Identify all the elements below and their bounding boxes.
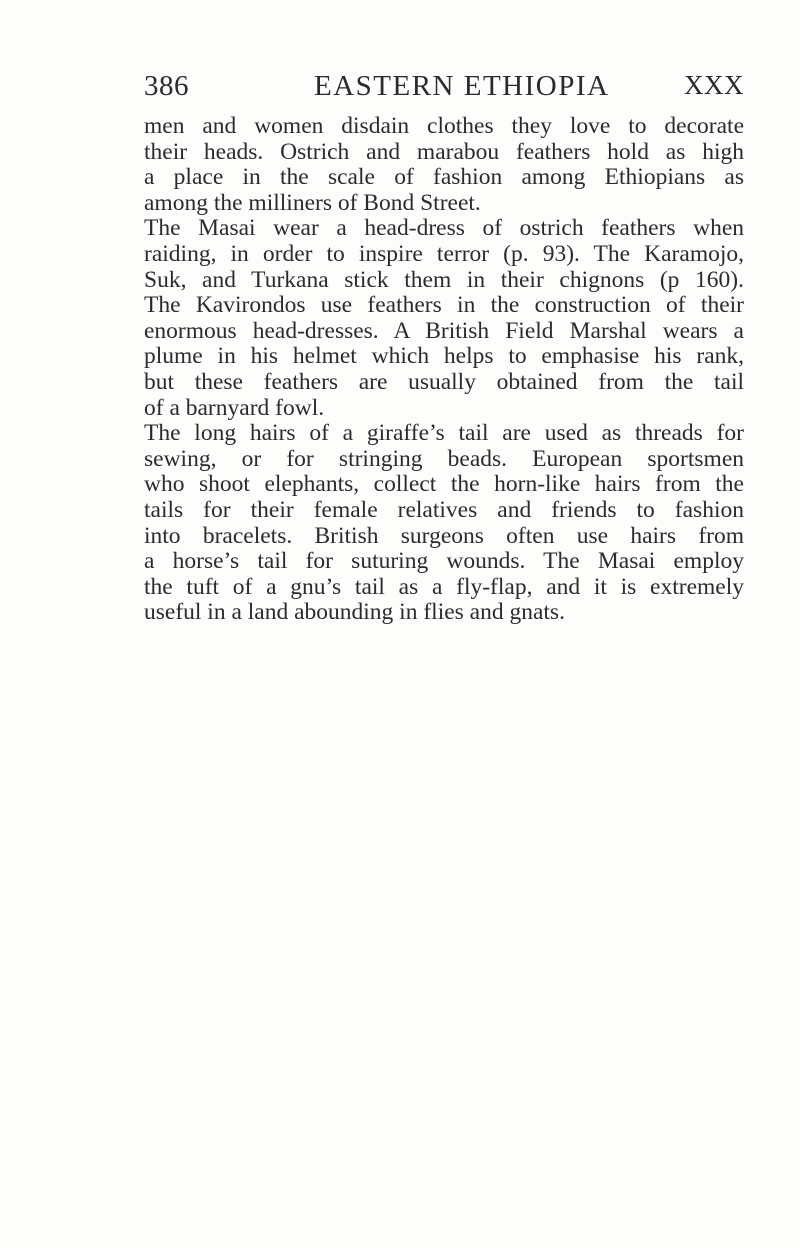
- text-line: but these feathers are usually obtained from the tail: [144, 368, 744, 395]
- text-line: a place in the scale of fashion among Ethiopians as: [144, 164, 744, 191]
- text-line: among the milliners of Bond Street.: [144, 189, 481, 216]
- chapter-numeral: XXX: [684, 70, 744, 100]
- body-text: [144, 114, 744, 626]
- text-line: into bracelets. British surgeons often use hairs from: [144, 522, 744, 549]
- text-line: tails for their female relatives and friends to fashion: [144, 496, 744, 523]
- text-line: of a barnyard fowl.: [144, 394, 325, 421]
- text-line: sewing, or for stringing beads. European sportsmen: [144, 445, 744, 472]
- text-line: plume in his helmet which helps to emphasise his rank,: [144, 343, 744, 370]
- text-line: men and women disdain clothes they love to decorate: [144, 113, 744, 139]
- running-head: [144, 70, 744, 110]
- text-line: The long hairs of a giraffe’s tail are used as threads for: [144, 420, 744, 447]
- text-line: raiding, in order to inspire terror (p. 93). The Karamojo,: [144, 240, 744, 267]
- text-line: useful in a land abounding in flies and gnats.: [144, 599, 565, 626]
- text-line: The Kavirondos use feathers in the construction of their: [144, 292, 744, 319]
- text-line: Suk, and Turkana stick them in their chignons (p 160).: [144, 266, 744, 293]
- text-line: their heads. Ostrich and marabou feathers hold as high: [144, 138, 744, 165]
- text-line: a horse’s tail for suturing wounds. The Masai employ: [144, 548, 744, 575]
- page-number: 386: [144, 70, 189, 102]
- text-line: enormous head-dresses. A British Field Marshal wears a: [144, 317, 744, 344]
- text-line: the tuft of a gnu’s tail as a fly-flap, and it is extremely: [144, 573, 744, 600]
- text-line: The Masai wear a head-dress of ostrich feathers when: [144, 215, 744, 242]
- running-title: EASTERN ETHIOPIA: [314, 70, 610, 102]
- text-line: who shoot elephants, collect the horn-like hairs from the: [144, 471, 744, 498]
